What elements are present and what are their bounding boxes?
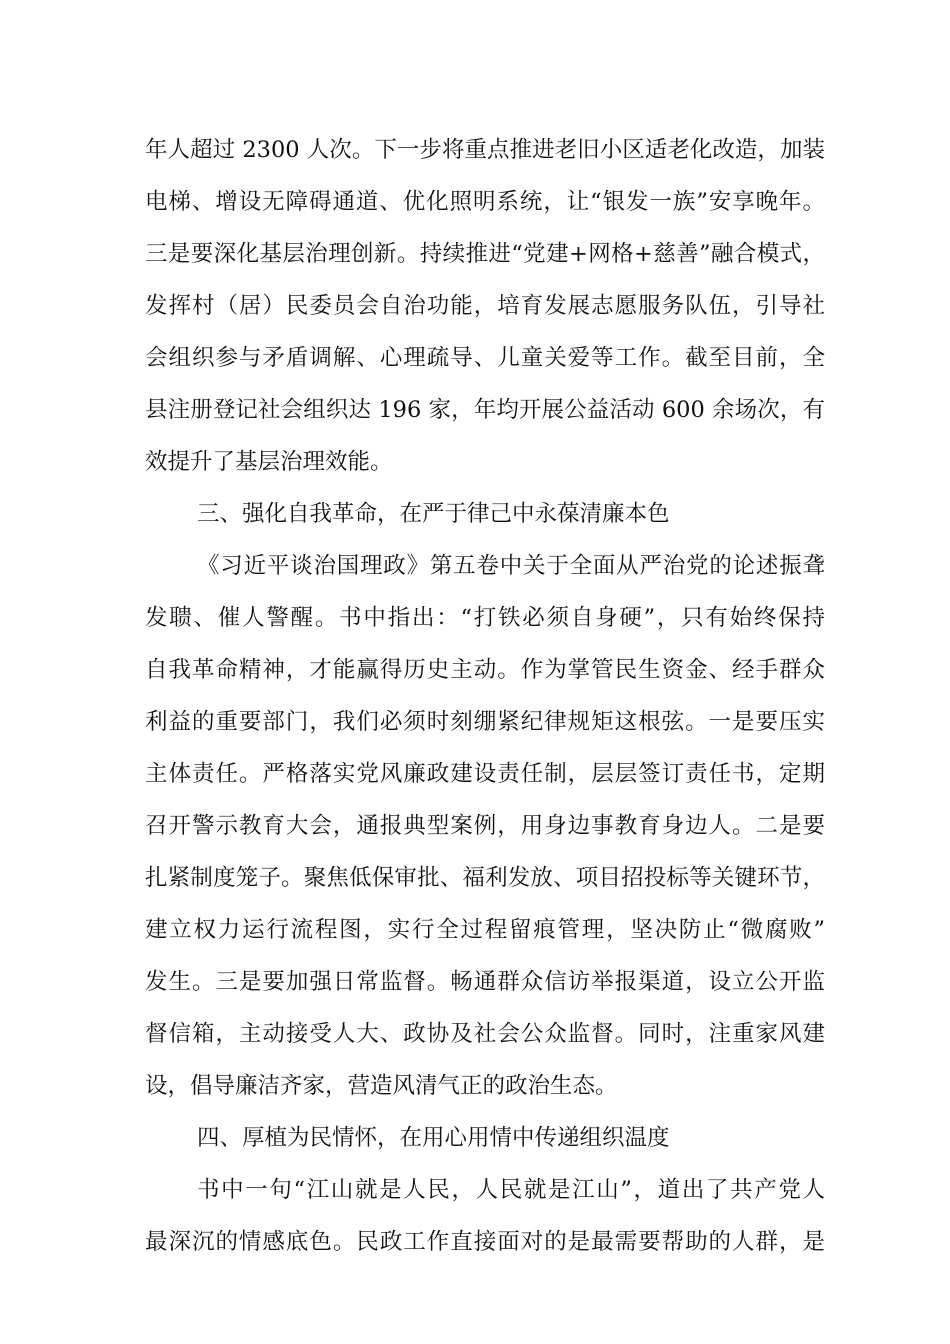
text-line: 书中一句“江山就是人民，人民就是江山”，道出了共产党人 [197,1177,825,1203]
text-line: 设，倡导廉洁齐家，营造风清气正的政治生态。 [145,1073,618,1099]
text-line: 主体责任。严格落实党风廉政建设责任制，层层签订责任书，定期 [145,761,825,787]
text-line: 督信箱，主动接受人大、政协及社会公众监督。同时，注重家风建 [145,1021,825,1047]
text-line: 县注册登记社会组织达 196 家，年均开展公益活动 600 余场次，有 [145,397,825,423]
text-line: 自我革命精神，才能赢得历史主动。作为掌管民生资金、经手群众 [145,657,825,683]
text-line: 年人超过 2300 人次。下一步将重点推进老旧小区适老化改造，加装 [145,137,825,163]
text-line: 《习近平谈治国理政》第五卷中关于全面从严治党的论述振聋 [197,553,825,579]
text-line: 发生。三是要加强日常监督。畅通群众信访举报渠道，设立公开监 [145,969,825,995]
text-line: 扎紧制度笼子。聚焦低保审批、福利发放、项目招投标等关键环节， [145,865,825,891]
text-line: 电梯、增设无障碍通道、优化照明系统，让“银发一族”安享晚年。 [145,189,825,215]
text-line: 利益的重要部门，我们必须时刻绷紧纪律规矩这根弦。一是要压实 [145,709,825,735]
text-line: 召开警示教育大会，通报典型案例，用身边事教育身边人。二是要 [145,813,825,839]
text-line: 效提升了基层治理效能。 [145,449,393,475]
text-line: 发聩、催人警醒。书中指出：“打铁必须自身硬”，只有始终保持 [145,605,825,631]
text-line: 发挥村（居）民委员会自治功能，培育发展志愿服务队伍，引导社 [145,293,825,319]
text-line: 建立权力运行流程图，实行全过程留痕管理，坚决防止“微腐败” [145,917,825,943]
text-line: 最深沉的情感底色。民政工作直接面对的是最需要帮助的人群，是 [145,1229,825,1255]
text-line: 四、厚植为民情怀，在用心用情中传递组织温度 [197,1125,670,1151]
text-line: 会组织参与矛盾调解、心理疏导、儿童关爱等工作。截至目前，全 [145,345,825,371]
text-line: 三、强化自我革命，在严于律己中永葆清廉本色 [197,501,670,527]
text-line: 三是要深化基层治理创新。持续推进“党建+网格+慈善”融合模式， [145,241,825,267]
